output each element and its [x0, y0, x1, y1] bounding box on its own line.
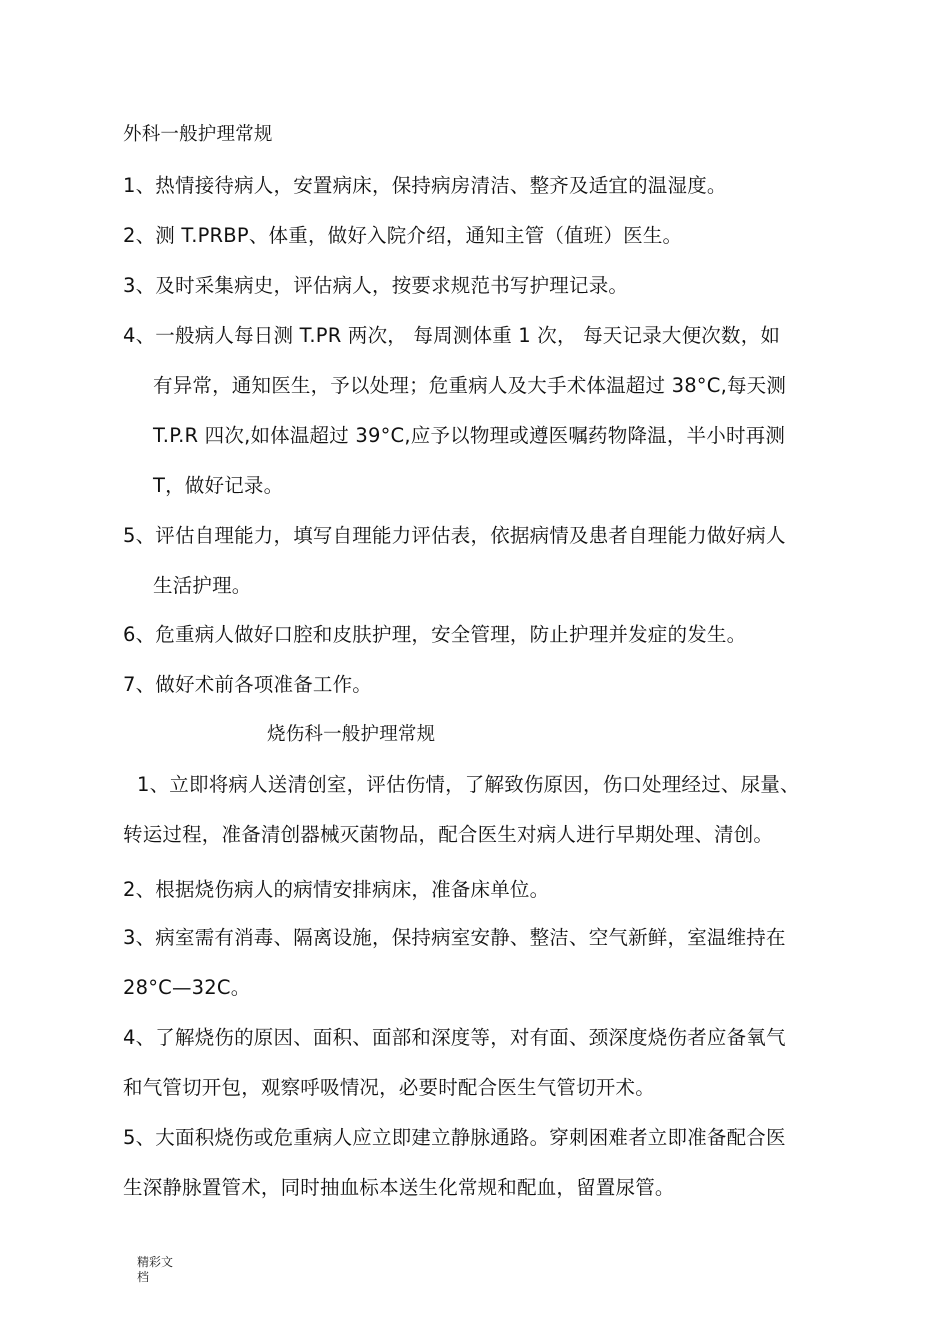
- surgery-item-6: 6、危重病人做好口腔和皮肤护理，安全管理，防止护理并发症的发生。: [123, 623, 747, 646]
- page-footer: [137, 1255, 173, 1285]
- surgery-item-4-line-1: 4、一般病人每日测 T.PR 两次， 每周测体重 1 次， 每天记录大便次数，如: [123, 324, 781, 347]
- burn-item-4-line-2: 和气管切开包，观察呼吸情况，必要时配合医生气管切开术。: [123, 1076, 655, 1099]
- surgery-item-5-line-1: 5、评估自理能力，填写自理能力评估表，依据病情及患者自理能力做好病人: [123, 524, 786, 547]
- surgery-item-5-line-2: 生活护理。: [153, 574, 252, 597]
- surgery-item-4-line-2: 有异常，通知医生，予以处理；危重病人及大手术体温超过 38°C,每天测: [153, 374, 787, 397]
- burn-item-5-line-1: 5、大面积烧伤或危重病人应立即建立静脉通路。穿刺困难者立即准备配合医: [123, 1126, 786, 1149]
- surgery-item-3: 3、及时采集病史，评估病人，按要求规范书写护理记录。: [123, 274, 629, 297]
- burn-item-1-line-2: 转运过程，准备清创器械灭菌物品，配合医生对病人进行早期处理、清创。: [123, 823, 774, 846]
- burn-item-1-line-1: 1、立即将病人送清创室，评估伤情，了解致伤原因，伤口处理经过、尿量、: [137, 773, 800, 796]
- footer-line-1: 精彩文: [137, 1255, 174, 1269]
- section-title-burn: 烧伤科一般护理常规: [267, 724, 436, 745]
- surgery-item-2: 2、测 T.PRBP、体重，做好入院介绍，通知主管（值班）医生。: [123, 224, 683, 247]
- surgery-item-7: 7、做好术前各项准备工作。: [123, 673, 373, 696]
- burn-item-5-line-2: 生深静脉置管术，同时抽血标本送生化常规和配血，留置尿管。: [123, 1176, 675, 1199]
- surgery-item-4-line-3: T.P.R 四次,如体温超过 39°C,应予以物理或遵医嘱药物降温，半小时再测: [153, 424, 786, 447]
- section-title-surgery: 外科一般护理常规: [123, 124, 273, 145]
- surgery-item-4-line-4: T，做好记录。: [153, 474, 284, 497]
- footer-line-2: 档: [137, 1270, 150, 1284]
- burn-item-3-line-1: 3、病室需有消毒、隔离设施，保持病室安静、整洁、空气新鲜，室温维持在: [123, 926, 786, 949]
- burn-item-4-line-1: 4、了解烧伤的原因、面积、面部和深度等，对有面、颈深度烧伤者应备氧气: [123, 1026, 786, 1049]
- burn-item-2: 2、根据烧伤病人的病情安排病床，准备床单位。: [123, 878, 550, 901]
- surgery-item-1: 1、热情接待病人，安置病床，保持病房清洁、整齐及适宜的温湿度。: [123, 174, 727, 197]
- burn-item-3-line-2: 28°C—32C。: [123, 976, 251, 999]
